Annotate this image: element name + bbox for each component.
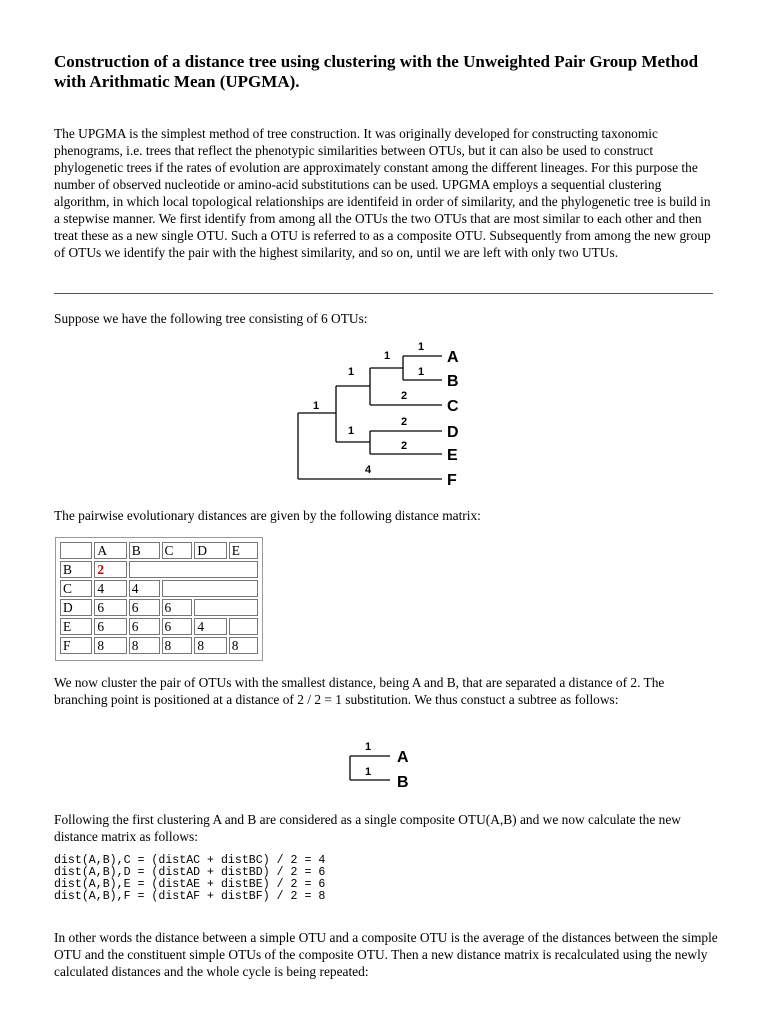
matrix-cell: 4: [129, 580, 160, 597]
distance-matrix-table: [58, 540, 260, 656]
branch-label-a: 1: [418, 341, 425, 353]
otu-label-b: B: [447, 373, 459, 390]
branch-label-e: 2: [401, 440, 408, 452]
subtree-label-b: 1: [365, 766, 372, 778]
matrix-corner-cell: [60, 542, 92, 559]
matrix-cell: 6: [94, 618, 126, 635]
pairwise-paragraph: The pairwise evolutionary distances are given by the following distance matrix:: [54, 508, 481, 523]
suppose-paragraph: Suppose we have the following tree consisting of 6 OTUs:: [54, 311, 368, 326]
matrix-header-row: [60, 542, 258, 559]
subtree-label-a: 1: [365, 741, 372, 753]
matrix-empty-cell: [129, 561, 258, 578]
matrix-cell: 6: [162, 618, 193, 635]
matrix-cell: 8: [194, 637, 226, 654]
matrix-cell: 8: [229, 637, 258, 654]
matrix-row: [60, 580, 258, 597]
matrix-cell-highlighted: 2: [94, 561, 126, 578]
matrix-row-label: B: [60, 561, 92, 578]
matrix-cell: 6: [94, 599, 126, 616]
distance-formulas: [54, 855, 325, 903]
branch-label-f: 4: [365, 464, 372, 476]
branch-label-b: 1: [418, 366, 425, 378]
matrix-empty-cell: [194, 599, 258, 616]
matrix-row-label: C: [60, 580, 92, 597]
horizontal-rule: [54, 293, 713, 294]
matrix-header-cell: B: [129, 542, 160, 559]
ab-subtree-diagram: [340, 738, 420, 792]
distance-matrix: [55, 537, 263, 661]
matrix-cell: 4: [194, 618, 226, 635]
branch-label-d: 2: [401, 416, 408, 428]
formula-line: dist(A,B),C = (distAC + distBC) / 2 = 4: [54, 854, 326, 867]
branch-label-root: 1: [313, 400, 320, 412]
branch-label-ab: 1: [384, 350, 391, 362]
branch-label-de: 1: [348, 425, 355, 437]
matrix-empty-cell: [229, 618, 258, 635]
otu-label-a: A: [447, 349, 459, 366]
formula-line: dist(A,B),D = (distAD + distBD) / 2 = 6: [54, 866, 326, 879]
intro-paragraph: The UPGMA is the simplest method of tree construction. It was originally developed for constructing taxonomic phenograms, i.e. trees that reflect the phenotypic similarities between OTUs, but it can also be used to construct phylogenetic trees if the rates of evolution are approximately constant among the different lineages. For this purpose the number of observed nucleotide or amino-acid substitutions can be used. UPGMA employs a sequential clustering algorithm, in which local topological relationships are identifeid in order of similarity, and the phylogenetic tree is build in a stepwise manner. We first identify from among all the OTUs the two OTUs that are most similar to each other and then treat these as a new single OTU. Such a OTU is referred to as a composite OTU. Subsequently from among the new group of OTUs we identify the pair with the highest similarity, and so on, until we are left with only two UTUs.: [54, 126, 711, 260]
matrix-cell: 6: [162, 599, 193, 616]
matrix-header-cell: C: [162, 542, 193, 559]
matrix-row: [60, 618, 258, 635]
otu-label-d: D: [447, 424, 459, 441]
cluster-paragraph: We now cluster the pair of OTUs with the smallest distance, being A and B, that are separated a distance of 2. The branching point is positioned at a distance of 2 / 2 = 1 substitution. We thus constuct a subtree as follows:: [54, 675, 665, 707]
otu-label-c: C: [447, 398, 459, 415]
formula-line: dist(A,B),E = (distAE + distBE) / 2 = 6: [54, 878, 326, 891]
matrix-header-cell: D: [194, 542, 226, 559]
subtree-otu-a: A: [397, 749, 409, 766]
matrix-row-label: D: [60, 599, 92, 616]
matrix-empty-cell: [162, 580, 258, 597]
matrix-row-label: F: [60, 637, 92, 654]
matrix-cell: 8: [94, 637, 126, 654]
matrix-cell: 8: [129, 637, 160, 654]
otherwords-paragraph: In other words the distance between a simple OTU and a composite OTU is the average of the distances between the simple OTU and the constituent simple OTUs of the composite OTU. Then a new distance matrix is recalculated using the newly calculated distances and the whole cycle is being repeated:: [54, 930, 718, 979]
matrix-header-cell: A: [94, 542, 126, 559]
matrix-row: [60, 561, 258, 578]
formula-line: dist(A,B),F = (distAF + distBF) / 2 = 8: [54, 890, 326, 903]
matrix-row: [60, 637, 258, 654]
otu-label-e: E: [447, 447, 458, 464]
subtree-otu-b: B: [397, 774, 409, 791]
matrix-row: [60, 599, 258, 616]
branch-label-c: 2: [401, 390, 408, 402]
otu-label-f: F: [447, 472, 457, 489]
phylogenetic-tree-diagram: [290, 338, 480, 490]
matrix-cell: 6: [129, 599, 160, 616]
matrix-cell: 6: [129, 618, 160, 635]
page-title: Construction of a distance tree using clustering with the Unweighted Pair Group Method with Arithmatic Mean (UPGMA).: [54, 52, 699, 91]
matrix-cell: 4: [94, 580, 126, 597]
following-paragraph: Following the first clustering A and B are considered as a single composite OTU(A,B) and we now calculate the new distance matrix as follows:: [54, 812, 681, 844]
matrix-cell: 8: [162, 637, 193, 654]
branch-label-abc: 1: [348, 366, 355, 378]
matrix-row-label: E: [60, 618, 92, 635]
matrix-header-cell: E: [229, 542, 258, 559]
